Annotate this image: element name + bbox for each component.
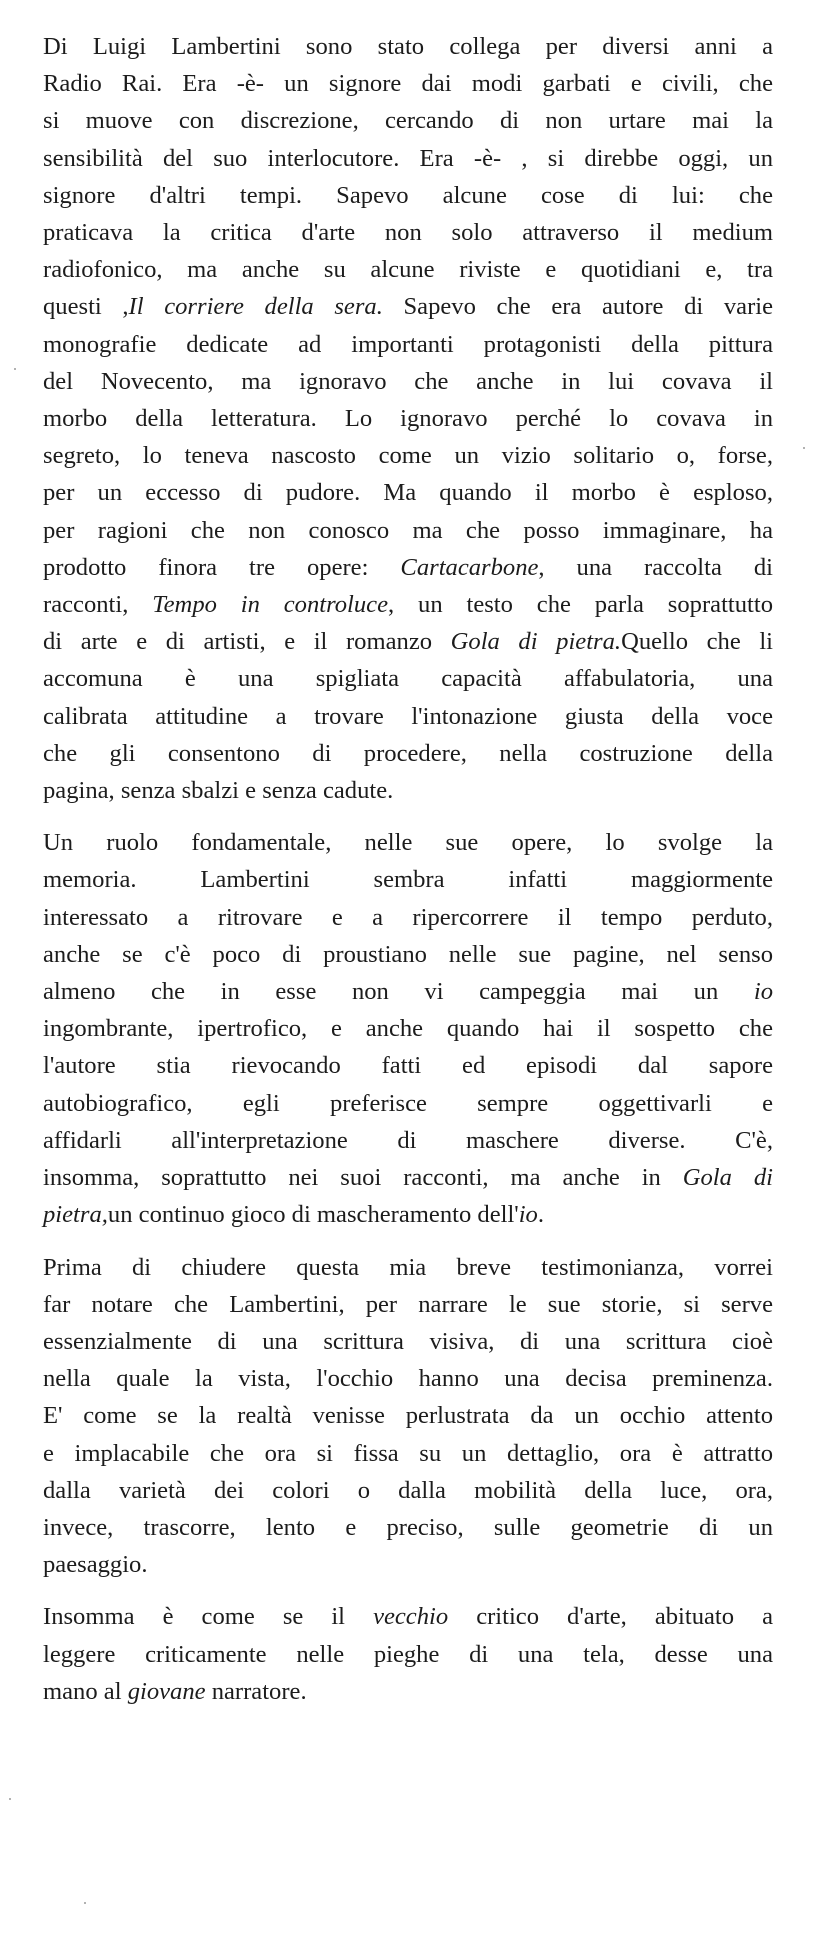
text-line: interessato a ritrovare e a ripercorrere il tempo perduto, [43,903,773,931]
text-line: Prima di chiudere questa mia breve testimonianza, vorrei [43,1253,773,1281]
text-line: nella quale la vista, l'occhio hanno una decisa preminenza. [43,1365,773,1393]
text-line: si muove con discrezione, cercando di non urtare mai la [43,107,773,135]
text-line: che gli consentono di procedere, nella costruzione della [43,739,773,767]
text-line: pagina, senza sbalzi e senza cadute. [43,777,394,805]
paragraph-2 [43,824,773,1233]
text-line: Radio Rai. Era -è- un signore dai modi garbati e civili, che [43,70,773,98]
text-line: affidarli all'interpretazione di maschere diverse. C'è, [43,1126,773,1154]
text-line: signore d'altri tempi. Sapevo alcune cose di lui: che [43,181,773,209]
text-line: prodotto finora tre opere: Cartacarbone, una raccolta di [43,553,773,581]
italic-title: io [753,978,773,1006]
scan-speck [803,447,805,449]
text-line: anche se c'è poco di proustiano nelle sue pagine, nel senso [43,940,773,968]
text-line: memoria. Lambertini sembra infatti maggiormente [43,866,773,894]
text-line: E' come se la realtà venisse perlustrata da un occhio attento [43,1402,773,1430]
text-line: essenzialmente di una scrittura visiva, di una scrittura cioè [43,1327,773,1355]
text-line: mano al giovane narratore. [43,1677,307,1705]
text-line: del Novecento, ma ignoravo che anche in lui covava il [43,367,773,395]
text-line: radiofonico, ma anche su alcune riviste e quotidiani e, tra [43,256,773,284]
text-line: pietra,un continuo gioco di mascheramento dell'io. [43,1201,545,1229]
scan-speck [84,1902,86,1904]
text-line: monografie dedicate ad importanti protagonisti della pittura [43,330,773,358]
scan-speck [9,1798,11,1800]
text-line: leggere criticamente nelle pieghe di una tela, desse una [43,1640,773,1668]
italic-title: Gola di pietra. [450,628,622,656]
italic-title: io [518,1201,538,1229]
text-line: l'autore stia rievocando fatti ed episodi dal sapore [43,1052,773,1080]
text-line: sensibilità del suo interlocutore. Era -è- , si direbbe oggi, un [43,144,773,172]
text-line: dalla varietà dei colori o dalla mobilità della luce, ora, [43,1476,773,1504]
text-line: Un ruolo fondamentale, nelle sue opere, lo svolge la [43,829,773,857]
text-line: di arte e di artisti, e il romanzo Gola di pietra.Quello che li [43,628,773,656]
italic-title: Cartacarbone [400,553,539,581]
document-page [43,28,773,1710]
text-line: per un eccesso di pudore. Ma quando il morbo è esploso, [43,479,773,507]
text-line: segreto, lo teneva nascosto come un vizio solitario o, forse, [43,442,773,470]
text-line: e implacabile che ora si fissa su un dettaglio, ora è attratto [43,1439,773,1467]
text-line: autobiografico, egli preferisce sempre oggettivarli e [43,1089,773,1117]
text-line: praticava la critica d'arte non solo attraverso il medium [43,219,773,247]
text-line: paesaggio. [43,1551,148,1579]
text-line: questi ,Il corriere della sera. Sapevo che era autore di varie [43,293,774,321]
text-line: morbo della letteratura. Lo ignoravo perché lo covava in [43,405,773,433]
italic-title: Gola di [682,1164,773,1192]
text-line: almeno che in esse non vi campeggia mai un io [43,978,773,1006]
text-line: calibrata attitudine a trovare l'intonazione giusta della voce [43,702,773,730]
text-line: Di Luigi Lambertini sono stato collega per diversi anni a [43,33,773,60]
text-line: insomma, soprattutto nei suoi racconti, ma anche in Gola di [43,1164,773,1192]
italic-title: Tempo in controluce [152,591,389,619]
text-line: per ragioni che non conosco ma che posso immaginare, ha [43,516,773,544]
italic-title: Il corriere della sera. [128,293,383,321]
paragraph-4 [43,1598,773,1710]
italic-title: pietra, [43,1201,108,1229]
paragraph-3 [43,1249,773,1584]
text-line: invece, trascorre, lento e preciso, sulle geometrie di un [43,1513,773,1541]
text-line: Insomma è come se il vecchio critico d'arte, abituato a [43,1603,773,1631]
text-line: racconti, Tempo in controluce, un testo che parla soprattutto [43,591,773,619]
italic-title: vecchio [373,1603,449,1631]
paragraph-1 [43,28,773,809]
scan-speck [14,368,16,370]
italic-title: giovane [127,1677,206,1705]
text-line: accomuna è una spigliata capacità affabulatoria, una [43,665,773,693]
text-line: far notare che Lambertini, per narrare le sue storie, si serve [43,1290,773,1318]
text-line: ingombrante, ipertrofico, e anche quando hai il sospetto che [43,1015,773,1043]
